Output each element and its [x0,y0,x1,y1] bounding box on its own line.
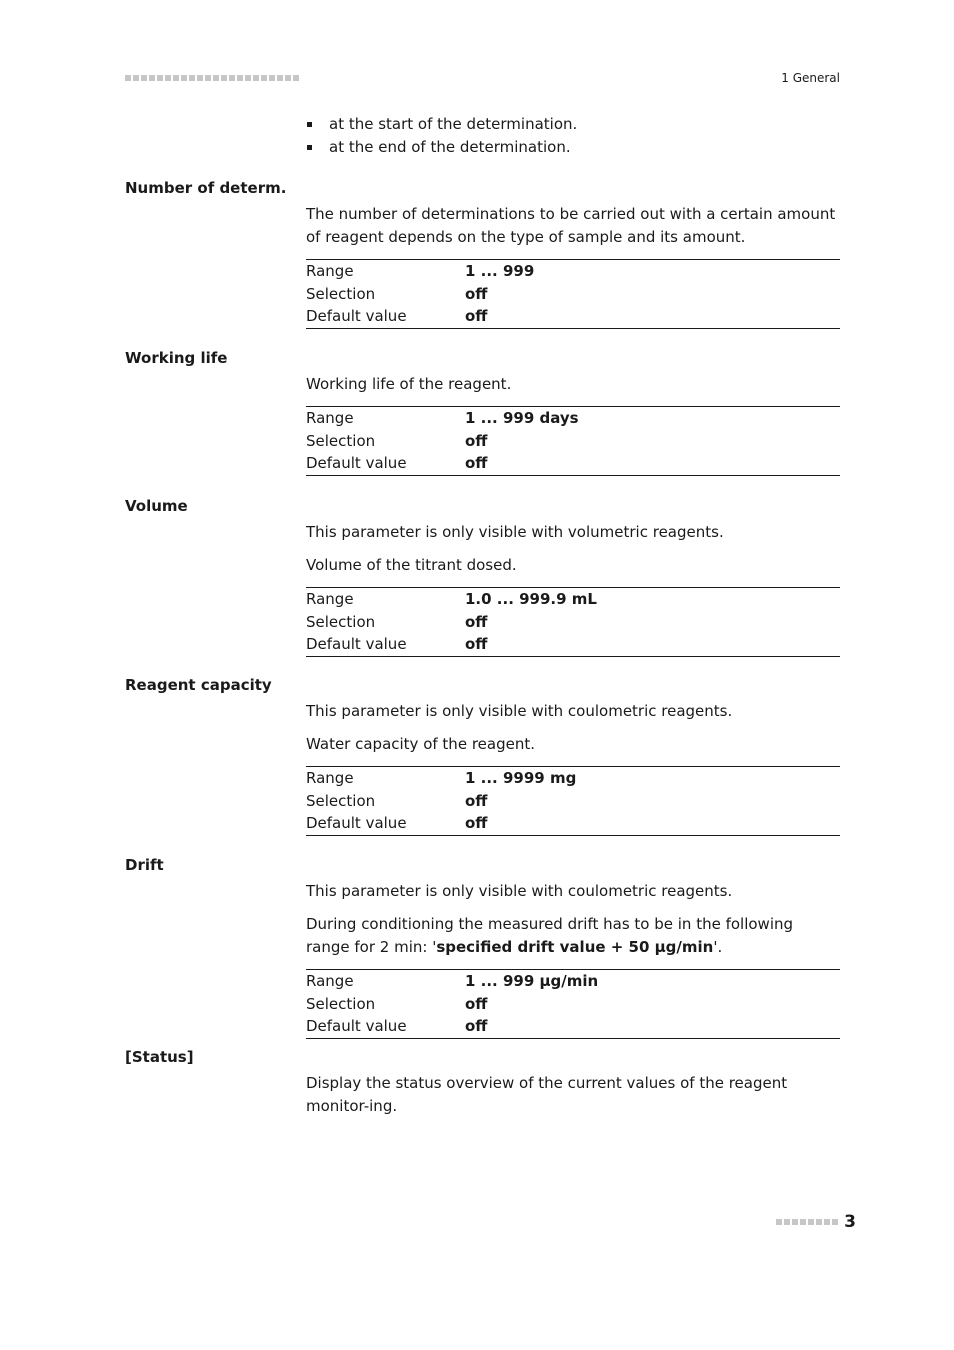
description: This parameter is only visible with coulometric reagents. [306,702,733,720]
chapter-header: 1 General [781,71,840,85]
description: This parameter is only visible with coulometric reagents. [306,882,733,900]
description: Volume of the titrant dosed. [306,556,517,574]
description: This parameter is only visible with volumetric reagents. [306,523,724,541]
parameter-table: Range 1 ... 9999 mg Selection off Default value off [306,766,840,836]
description: During conditioning the measured drift has to be in the following range for 2 min: 'specified drift value + 50 µg/min'. [306,915,794,956]
header-decoration [125,75,299,81]
description: Display the status overview of the current values of the reagent monitor-ing. [306,1074,788,1115]
description: Water capacity of the reagent. [306,735,535,753]
description: The number of determinations to be carried out with a certain amount of reagent depends on the type of sample and its amount. [306,205,836,246]
parameter-table: Range 1 ... 999 Selection off Default value off [306,259,840,329]
parameter-table: Range 1 ... 999 days Selection off Default value off [306,406,840,476]
bullet-list [306,114,577,160]
list-item: at the start of the determination. [306,114,577,137]
section-title: Drift [125,856,164,874]
section-title: Volume [125,497,188,515]
bullet-icon [307,145,312,150]
page-footer [776,1212,856,1232]
section-title: [Status] [125,1048,194,1066]
section-title: Working life [125,349,228,367]
section-title: Number of determ. [125,179,287,197]
parameter-table: Range 1.0 ... 999.9 mL Selection off Default value off [306,587,840,657]
bullet-icon [307,122,312,127]
page-number: 3 [844,1212,856,1232]
footer-decoration [776,1219,838,1225]
section-title: Reagent capacity [125,676,272,694]
description: Working life of the reagent. [306,375,512,393]
list-item: at the end of the determination. [306,137,577,160]
parameter-table: Range 1 ... 999 µg/min Selection off Default value off [306,969,840,1039]
